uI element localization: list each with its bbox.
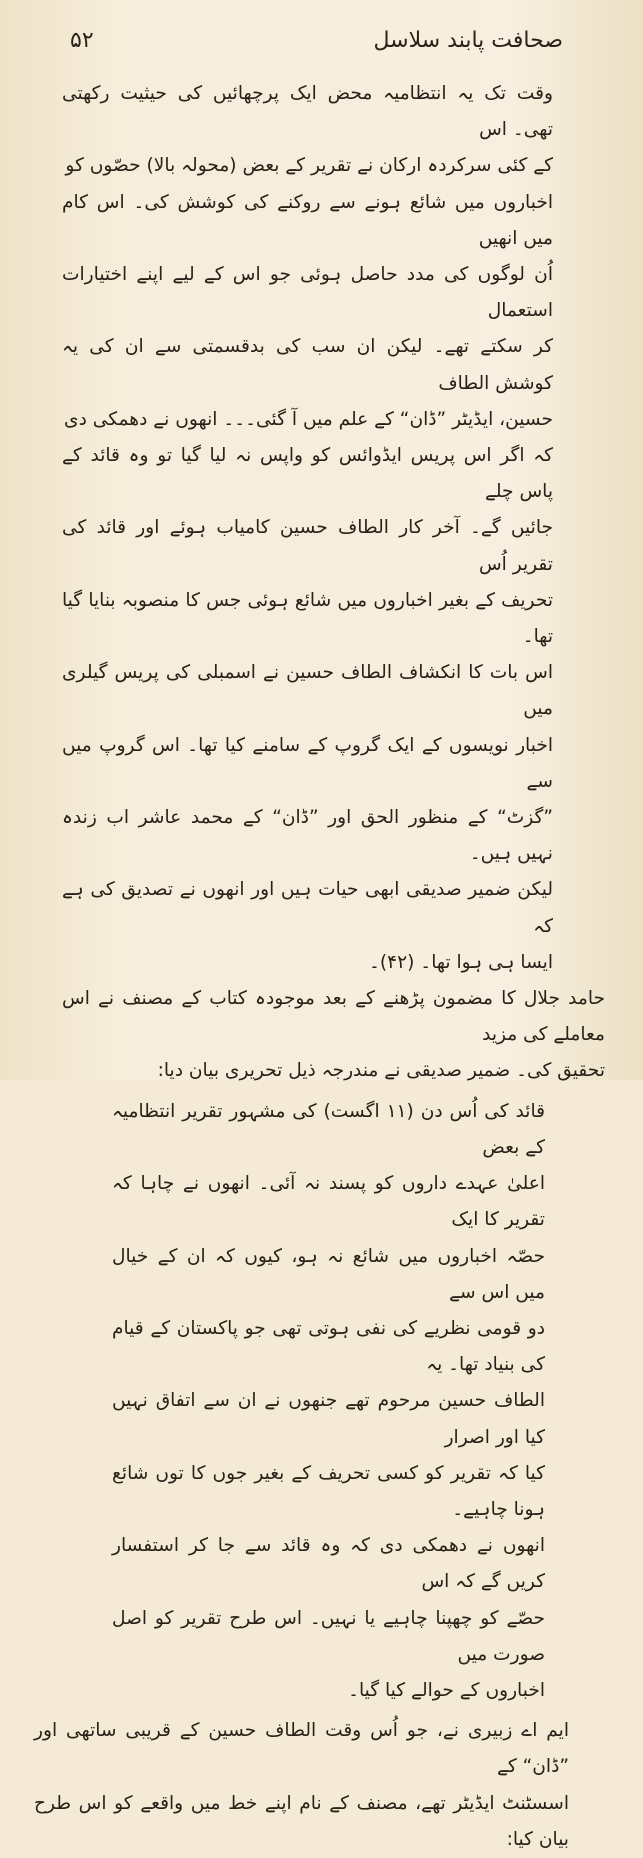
paragraph-zubairi: ایم اے زبیری نے، جو اُس وقت الطاف حسین کے قریبی ساتھی اور ”ڈان“ کے اسسٹنٹ ایڈیٹر تھے، مصنف کے نام اپنے خط میں واقعے کو اس طرح بیان کیا: <box>34 1720 569 1850</box>
block-quote-zamir-siddiqui: قائد کی اُس دن (۱۱ اگست) کی مشہور تقریر انتظامیہ کے بعض اعلیٰ عہدے داروں کو پسند نہ آئی۔ انھوں نے چاہا کہ تقریر کا ایک حصّہ اخباروں میں شائع نہ ہو، کیوں کہ ان کے خیال میں اس سے دو قومی نظریے کی نفی ہوتی تھی جو پاکستان کے قیام کی بنیاد تھا۔ یہ الطاف حسین مرحوم تھے جنھوں نے ان سے اتفاق نہیں کیا اور اصرار کیا کہ تقریر کو کسی تحریف کے بغیر جوں کا توں شائع ہونا چاہیے۔ انھوں نے دھمکی دی کہ وہ قائد سے جا کر استفسار کریں گے کہ اس حصّے کو چھپنا چاہیے یا نہیں۔ اس طرح تقریر کو اصل صورت میں اخباروں کے حوالے کیا گیا۔ <box>112 1100 545 1701</box>
running-head: صحافت پابند سلاسل <box>373 28 563 53</box>
page-header <box>70 28 563 62</box>
paragraph-continued: وقت تک یہ انتظامیہ محض ایک پرچھائیں کی حیثیت رکھتی تھی۔ اس کے کئی سرکردہ ارکان نے تقریر کے بعض (محولہ بالا) حصّوں کو اخباروں میں شائع ہونے سے روکنے کی کوشش کی۔ اس کام میں انھیں اُن لوگوں کی مدد حاصل ہوئی جو اس کے لیے اپنے اختیارات استعمال کر سکتے تھے۔ لیکن ان سب کی بدقسمتی سے ان کی یہ کوشش الطاف حسین، ایڈیٹر ”ڈان“ کے علم میں آ گئی۔۔۔ انھوں نے دھمکی دی کہ اگر اس پریس ایڈوائس کو واپس نہ لیا گیا تو وہ قائد کے پاس چلے جائیں گے۔ آخر کار الطاف حسین کامیاب ہوئے اور قائد کی تقریر اُس تحریف کے بغیر اخباروں میں شائع ہوئی جس کا منصوبہ بنایا گیا تھا۔ اس بات کا انکشاف الطاف حسین نے اسمبلی کی پریس گیلری میں اخبار نویسوں کے ایک گروپ کے سامنے کیا تھا۔ اس گروپ میں سے ”گزٹ“ کے منظور الحق اور ”ڈان“ کے محمد عاشر اب زندہ نہیں ہیں۔ لیکن ضمیر صدیقی ابھی حیات ہیں اور انھوں نے تصدیق کی ہے کہ ایسا ہی ہوا تھا۔ (۴۲)۔ <box>62 83 553 973</box>
page-number: ۵۲ <box>70 28 94 53</box>
paragraph-hamid-jalal: حامد جلال کا مضمون پڑھنے کے بعد موجودہ کتاب کے مصنف نے اس معاملے کی مزید تحقیق کی۔ ضمیر صدیقی نے مندرجہ ذیل تحریری بیان دیا: <box>62 988 605 1082</box>
body-text <box>34 76 605 1858</box>
